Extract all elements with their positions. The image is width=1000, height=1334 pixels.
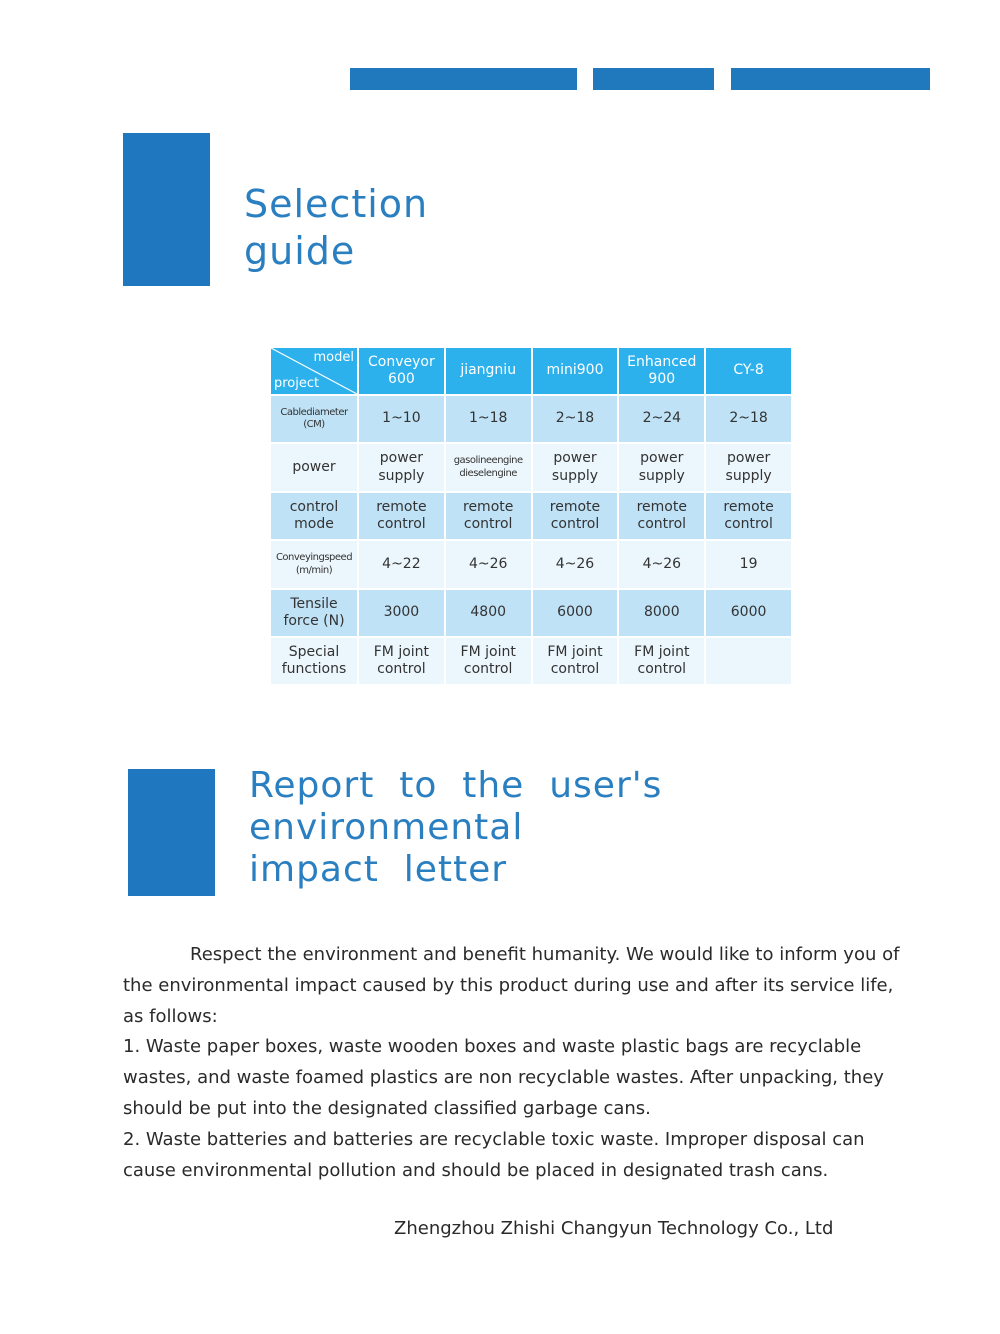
- cell-text: control: [550, 516, 600, 532]
- section1-accent-block: [123, 133, 210, 286]
- corner-project-label: project: [274, 375, 320, 391]
- title-line: Selection: [244, 182, 429, 226]
- table-cell: [359, 444, 444, 491]
- cell-text: 1~18: [468, 410, 508, 427]
- cell-text: control: [377, 661, 426, 677]
- cell-text: FM joint: [634, 643, 690, 660]
- table-cell: [619, 493, 704, 539]
- table-cell: [706, 541, 791, 588]
- table-row: [271, 590, 791, 636]
- cell-text: power: [379, 450, 424, 466]
- cell-text: 2~24: [642, 410, 682, 427]
- column-header-text: 600: [388, 371, 415, 387]
- cell-text: 4~26: [468, 555, 508, 572]
- cell-text: control: [463, 661, 513, 677]
- top-bar-2: [593, 68, 714, 90]
- table-cell: [446, 541, 531, 588]
- table-cell: [446, 396, 531, 442]
- row-label-text: (CM): [303, 419, 325, 430]
- table-cell: [533, 541, 618, 588]
- table-cell: [619, 638, 704, 684]
- cell-text: FM joint: [373, 643, 430, 660]
- cell-text: remote: [463, 498, 514, 515]
- letter-paragraph: 1. Waste paper boxes, waste wooden boxes and waste plastic bags are recyclable wastes, and waste foamed plastics are non recyclable wastes. After unpacking, they should be put into the designated classified garbage cans.: [123, 1036, 884, 1119]
- cell-text: control: [550, 661, 600, 677]
- cell-text: control: [637, 516, 687, 532]
- row-label: [271, 444, 357, 491]
- cell-text: remote: [376, 498, 427, 515]
- row-label-text: force (N): [283, 613, 345, 629]
- row-label: [271, 541, 357, 588]
- column-header-4: [706, 348, 791, 394]
- column-header-0: [359, 348, 444, 394]
- table-cell: [706, 444, 791, 491]
- column-header-text: mini900: [546, 362, 604, 379]
- cell-text: control: [377, 516, 426, 532]
- row-label-text: Tensile: [290, 595, 338, 612]
- cell-text: remote: [723, 498, 774, 515]
- table-cell: [706, 638, 791, 684]
- table-cell: [359, 493, 444, 539]
- table-cell: [706, 590, 791, 636]
- cell-text: power: [553, 450, 597, 466]
- row-label-text: Conveyingspeed: [275, 552, 353, 563]
- title-line: guide: [244, 229, 356, 274]
- row-label-text: power: [292, 458, 336, 475]
- table-cell: [359, 590, 444, 636]
- cell-text: 1~10: [382, 410, 421, 427]
- table-row: [271, 396, 791, 442]
- letter-paragraph: 2. Waste batteries and batteries are recyclable toxic waste. Improper disposal can cause environmental pollution and should be placed in designated trash cans.: [123, 1128, 865, 1181]
- cell-text: power: [640, 450, 684, 466]
- table-cell: [706, 396, 791, 442]
- cell-text: FM joint: [547, 643, 603, 660]
- title-line: impact letter: [249, 849, 508, 890]
- cell-text: supply: [725, 467, 772, 484]
- cell-text: 3000: [383, 604, 420, 621]
- company-signature: Zhengzhou Zhishi Changyun Technology Co., Ltd: [394, 1218, 834, 1239]
- table-row: [271, 638, 791, 684]
- cell-text: supply: [551, 467, 599, 484]
- table-cell: [533, 638, 618, 684]
- title-line: Report to the user's: [249, 765, 663, 806]
- top-bar-3: [731, 68, 930, 90]
- cell-text: 8000: [643, 604, 680, 621]
- table-cell: [533, 444, 618, 491]
- table-cell: [446, 493, 531, 539]
- cell-text: supply: [638, 467, 685, 484]
- row-label: [271, 396, 357, 442]
- row-label: [271, 493, 357, 539]
- table-cell: [446, 638, 531, 684]
- row-label-text: Cablediameter: [280, 406, 348, 418]
- table-row: [271, 541, 791, 588]
- cell-text: 6000: [730, 604, 767, 621]
- cell-text: FM joint: [460, 643, 516, 660]
- cell-text: 4~26: [555, 555, 595, 572]
- table-header-row: [271, 348, 791, 394]
- cell-text: remote: [636, 498, 687, 515]
- table-cell: [619, 396, 704, 442]
- column-header-text: jiangniu: [460, 362, 517, 379]
- row-label: [271, 590, 357, 636]
- cell-text: 2~18: [555, 410, 595, 427]
- cell-text: 4~22: [382, 555, 421, 572]
- cell-text: control: [463, 516, 513, 532]
- top-bar-1: [350, 68, 577, 90]
- row-label-text: mode: [294, 516, 334, 532]
- table-cell: [446, 590, 531, 636]
- letter-body: [123, 940, 908, 1186]
- table-cell: [706, 493, 791, 539]
- table-row: [271, 444, 791, 491]
- selection-guide-title: [244, 181, 428, 275]
- table-cell: [619, 444, 704, 491]
- corner-cell: [271, 348, 357, 394]
- cell-text: control: [724, 516, 773, 532]
- row-label-text: (m/min): [295, 564, 333, 576]
- letter-paragraph: Respect the environment and benefit humanity. We would like to inform you of the environmental impact caused by this product during use and after its service life, as follows:: [123, 944, 900, 1027]
- table-cell: [619, 590, 704, 636]
- table-cell: [446, 444, 531, 491]
- cell-text: 4~26: [642, 555, 682, 572]
- column-header-text: Enhanced: [627, 353, 697, 370]
- table-cell: [619, 541, 704, 588]
- selection-table: [269, 346, 793, 686]
- column-header-1: [446, 348, 531, 394]
- column-header-text: CY-8: [733, 362, 764, 379]
- column-header-text: 900: [648, 371, 676, 387]
- row-label: [271, 638, 357, 684]
- table-cell: [359, 396, 444, 442]
- table-cell: [359, 638, 444, 684]
- corner-model-label: model: [313, 350, 354, 365]
- cell-text: dieselengine: [459, 467, 517, 479]
- title-line: environmental: [249, 807, 524, 848]
- section2-accent-block: [128, 769, 215, 896]
- column-header-text: Conveyor: [368, 353, 435, 370]
- environmental-letter-title: [249, 765, 662, 891]
- row-label-text: functions: [281, 661, 347, 677]
- row-label-text: control: [289, 498, 339, 515]
- cell-text: 19: [739, 555, 758, 572]
- cell-text: remote: [549, 498, 601, 515]
- cell-text: power: [726, 450, 771, 466]
- cell-text: 2~18: [729, 410, 768, 427]
- column-header-3: [619, 348, 704, 394]
- cell-text: gasolineengine: [453, 455, 523, 466]
- table-cell: [359, 541, 444, 588]
- table-row: [271, 493, 791, 539]
- cell-text: supply: [378, 467, 425, 484]
- table-cell: [533, 493, 618, 539]
- cell-text: 4800: [470, 604, 507, 621]
- cell-text: control: [637, 661, 687, 677]
- row-label-text: Special: [288, 643, 340, 660]
- table-cell: [533, 590, 618, 636]
- cell-text: 6000: [557, 604, 593, 621]
- column-header-2: [533, 348, 618, 394]
- table-cell: [533, 396, 618, 442]
